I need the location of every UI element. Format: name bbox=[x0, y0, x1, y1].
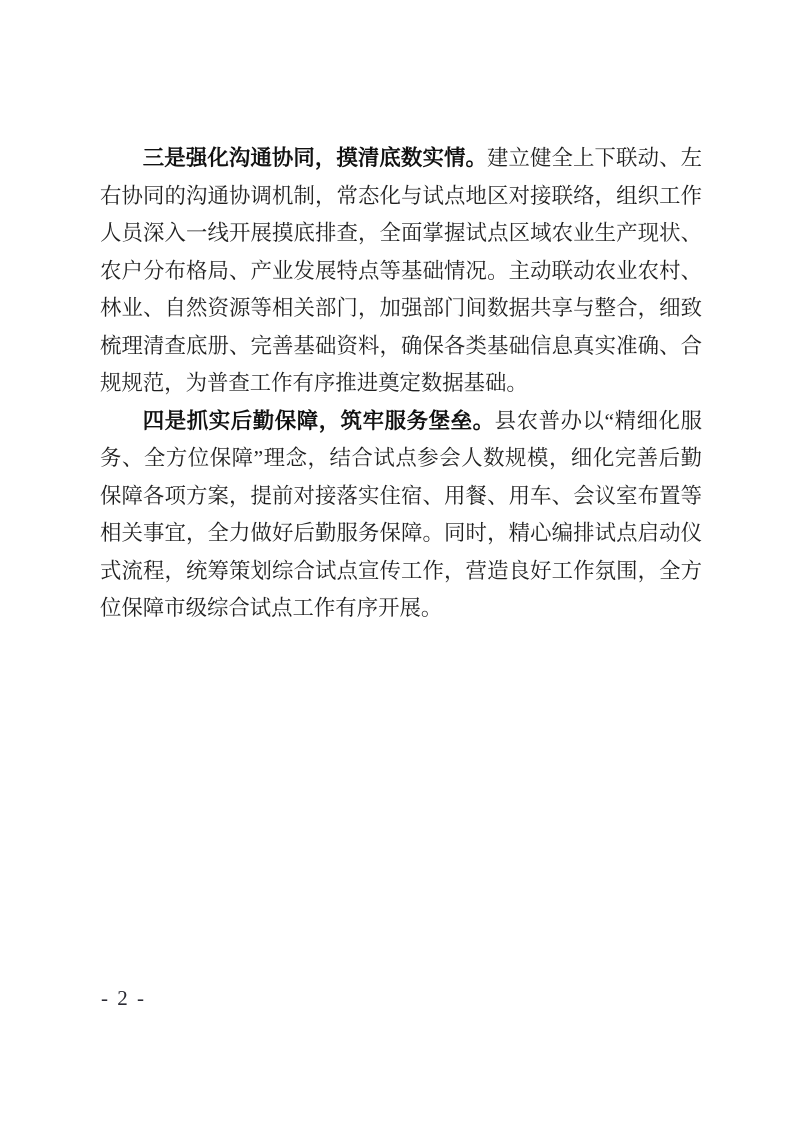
paragraph-1-line: 林业、自然资源等相关部门，加强部门间数据共享与整合，细致 bbox=[100, 296, 702, 320]
paragraph-1-lead-line bbox=[100, 140, 702, 178]
page-number: - 2 - bbox=[101, 986, 146, 1010]
paragraph-1-line: 右协同的沟通协调机制，常态化与试点地区对接联络，组织工作 bbox=[100, 183, 702, 208]
paragraph-2-lead-bold: 四是抓实后勤保障，筑牢服务堡垒。 bbox=[142, 408, 495, 433]
paragraph-1-line: 农户分布格局、产业发展特点等基础情况。主动联动农业农村、 bbox=[100, 258, 702, 283]
paragraph-1-line: 人员深入一线开展摸底排查，全面掌握试点区域农业生产现状、 bbox=[100, 221, 702, 245]
document-body bbox=[100, 140, 702, 628]
paragraph-1-lead-bold: 三是强化沟通协同，摸清底数实情。 bbox=[142, 146, 487, 170]
paragraph-1-lead-rest: 建立健全上下联动、左 bbox=[486, 146, 702, 170]
paragraph-1-last-line: 规规范，为普查工作有序推进奠定数据基础。 bbox=[100, 371, 528, 395]
paragraph-1-line: 梳理清查底册、完善基础资料，确保各类基础信息真实准确、合 bbox=[100, 333, 702, 358]
paragraph-2-last-line: 位保障市级综合试点工作有序开展。 bbox=[100, 596, 443, 620]
paragraph-2-line: 式流程，统筹策划综合试点宣传工作，营造良好工作氛围，全方 bbox=[100, 558, 702, 583]
paragraph-2-line: 保障各项方案，提前对接落实住宿、用餐、用车、会议室布置等 bbox=[100, 483, 702, 508]
paragraph-2-line: 务、全方位保障”理念，结合试点参会人数规模，细化完善后勤 bbox=[100, 446, 702, 470]
paragraph-2-line: 相关事宜，全力做好后勤服务保障。同时，精心编排试点启动仪 bbox=[100, 521, 702, 545]
paragraph-2-lead-rest: 县农普办以“精细化服 bbox=[494, 408, 702, 433]
paragraph-2-lead-line bbox=[100, 403, 702, 441]
